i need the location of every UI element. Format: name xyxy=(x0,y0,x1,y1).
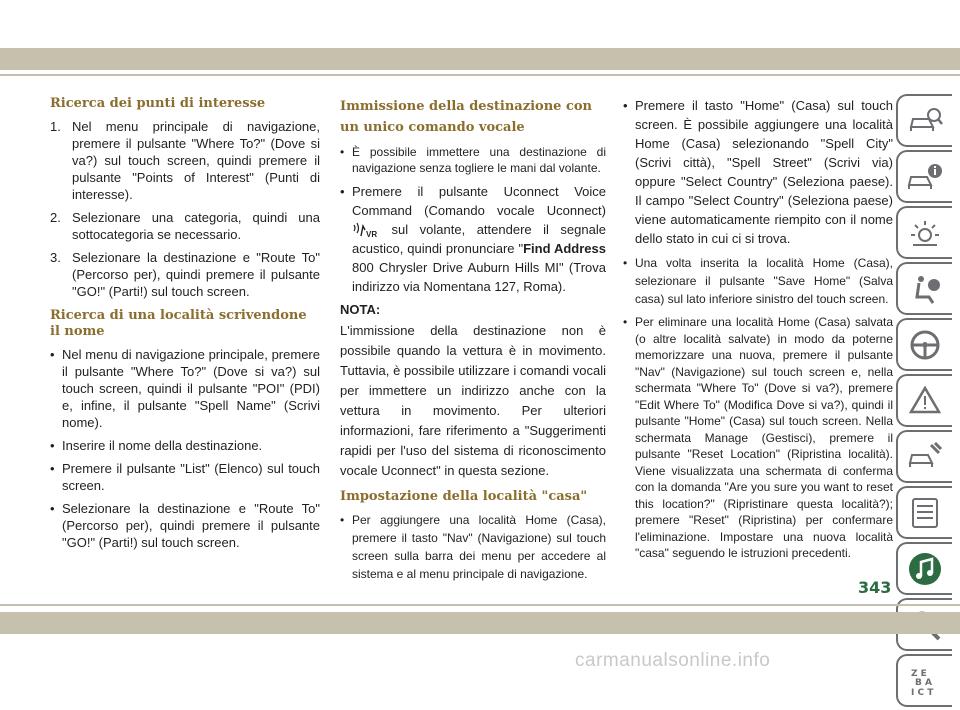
svg-text:VR: VR xyxy=(366,229,378,239)
poi-step-2: 2. Selezionare una categoria, quindi una sottocategoria se necessario. xyxy=(50,210,320,242)
tab-airbag-seat[interactable] xyxy=(896,262,952,315)
spell-bullet-4: • Selezionare la destinazione e "Route To" (Percorso per), quindi premere il pulsante "GO!" (Parti!) sul touch screen. xyxy=(50,500,320,551)
page-number: 343 xyxy=(858,578,892,597)
tab-dashboard-lights[interactable] xyxy=(896,206,952,259)
heading-spell: Ricerca di una località scrivendone il nome xyxy=(50,308,307,339)
heading-poi: Ricerca dei punti di interesse xyxy=(50,96,266,111)
tab-car-search[interactable] xyxy=(896,94,952,147)
tab-warning[interactable] xyxy=(896,374,952,427)
tab-checklist[interactable] xyxy=(896,486,952,539)
heading-home: Impostazione della località "casa" xyxy=(340,489,588,504)
spell-bullet-1: • Nel menu di navigazione principale, premere il pulsante "Where To?" (Dove si va?) sul touch screen, quindi il pulsante "POI" (PDI) e, infine, il pulsante "Spell Name" (Scrivi nome). xyxy=(50,346,320,431)
checklist-icon xyxy=(907,495,943,531)
car-info-icon xyxy=(907,159,943,195)
svg-text:I C T: I C T xyxy=(911,687,934,698)
dashboard-lights-icon xyxy=(907,215,943,251)
warning-triangle-icon xyxy=(907,383,943,419)
column-left xyxy=(50,96,320,557)
tab-steering-wheel[interactable] xyxy=(896,318,952,371)
airbag-seat-icon xyxy=(907,271,943,307)
watermark: carmanualsonline.info xyxy=(575,650,771,671)
footer-rule xyxy=(0,604,960,606)
home-bullet-4: • Per eliminare una località Home (Casa) salvata (o altre località salvate) in modo da poterne memorizzare una nuova, premere il pulsante "Nav" (Navigazione) sul touch screen e, nella schermata "Where To" (Dove si va?), premere "Edit Where To" (Modifica Dove si va?), quindi il pulsante "Home" (Casa) sul touch screen. Nella schermata Manage (Gestisci), premere il pulsante "Reset Location" (Ripristina località). Viene visualizzata una schermata di conferma con la domanda "Are you sure you want to reset this location?" (Ripristinare questa località?); premere "Reset" (Ripristina) per confermare l'eliminazione. Impostare una nuova località "casa" seguendo le istruzioni precedenti. xyxy=(623,314,893,562)
svg-text:B A: B A xyxy=(915,677,932,688)
voice-recognition-icon xyxy=(352,224,380,238)
spell-bullet-3: • Premere il pulsante "List" (Elenco) sul touch screen. xyxy=(50,460,320,494)
steering-wheel-icon xyxy=(907,327,943,363)
heading-voice: Immissione della destinazione con un unico comando vocale xyxy=(340,99,592,135)
car-search-icon xyxy=(907,103,943,139)
header-rule xyxy=(0,74,960,76)
nota-text: L'immissione della destinazione non è possibile quando la vettura è in movimento. Tuttavia, è possibile utilizzare i comandi vocali per immettere un indirizzo anche con la vettura in movimento. Per ulteriori informazioni, fare riferimento a "Suggerimenti rapidi per l'uso del sistema di riconoscimento vocale Uconnect" in questa sezione. xyxy=(340,323,606,478)
home-bullet-3: • Una volta inserita la località Home (Casa), selezionare il pulsante "Save Home" (Salva casa) sul lato inferiore sinistro del touch screen. xyxy=(623,254,893,308)
tab-alphabet-index[interactable] xyxy=(896,654,952,707)
multimedia-icon xyxy=(907,551,943,587)
voice-bullet-1: • È possibile immettere una destinazione di navigazione senza togliere le mani dal volante. xyxy=(340,144,606,176)
tab-car-info[interactable] xyxy=(896,150,952,203)
tab-car-wrench[interactable] xyxy=(896,430,952,483)
poi-step-3: 3. Selezionare la destinazione e "Route To" (Percorso per), quindi premere il pulsante "GO!" (Parti!) sul touch screen. xyxy=(50,250,320,299)
column-middle xyxy=(340,96,606,589)
car-wrench-icon xyxy=(907,439,943,475)
home-bullet-2: • Premere il tasto "Home" (Casa) sul touch screen. È possibile aggiungere una località Home (Casa) selezionando "Spell City" (Scrivi città), "Spell Street" (Scrivi via) oppure "Select Country" (Seleziona paese). Il campo "Select Country" (Seleziona paese) viene automaticamente riempito con il nome dello stato in cui ci si trova. xyxy=(623,96,893,248)
column-right xyxy=(623,96,893,568)
header-bar xyxy=(0,48,960,70)
header-band xyxy=(0,0,960,70)
poi-step-1: 1. Nel menu principale di navigazione, premere il pulsante "Where To?" (Dove si va?) sul touch screen, quindi premere il pulsante "Points of Interest" (Punti di interesse). xyxy=(50,119,320,202)
spell-bullet-2: • Inserire il nome della destinazione. xyxy=(50,437,320,454)
home-bullet-1: • Per aggiungere una località Home (Casa), premere il tasto "Nav" (Navigazione) sul touch screen sulla barra dei menu per accedere al sistema e al menu principale di navigazione. xyxy=(340,511,606,583)
svg-text:Z E: Z E xyxy=(911,668,927,679)
tab-multimedia[interactable] xyxy=(896,542,952,595)
footer-band xyxy=(0,612,960,634)
nota-label: NOTA: xyxy=(340,302,381,317)
voice-bullet-2: • Premere il pulsante Uconnect Voice Command (Comando vocale Uconnect) VR sul volante, attendere il segnale acustico, quindi pronunciare "Find Address 800 Chrysler Drive Auburn Hills MI" (Trova indirizzo via Nomentana 127, Roma). xyxy=(340,182,606,296)
alphabet-index-icon xyxy=(907,663,943,699)
